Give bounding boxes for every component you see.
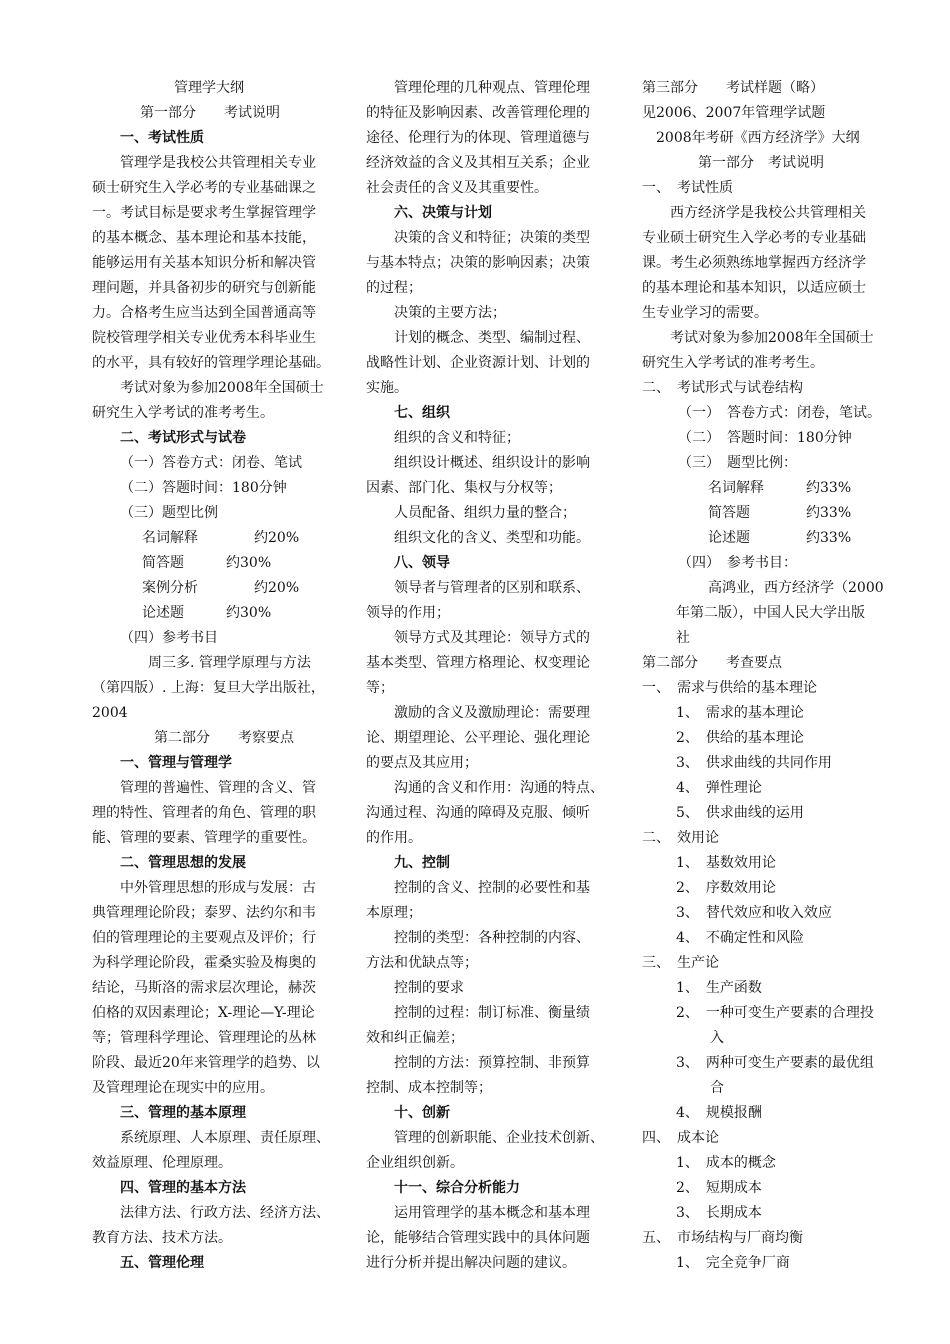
text-line: 方法和优缺点等；: [366, 955, 478, 971]
text-line: 课。考生必须熟练地掌握西方经济学: [642, 255, 866, 271]
text-line: 三、 生产论: [642, 955, 719, 971]
text-line: 运用管理学的基本概念和基本理: [394, 1205, 590, 1221]
section-heading: 十一、综合分析能力: [394, 1180, 520, 1196]
text-line: 阶段、最近20年来管理学的趋势、以: [92, 1055, 320, 1071]
section-heading: 七、组织: [394, 405, 450, 421]
text-line: 四、 成本论: [642, 1130, 719, 1146]
text-line: 管理学大纲: [174, 80, 244, 96]
text-line: 组织的含义和特征；: [394, 430, 520, 446]
text-line: 社: [676, 630, 690, 646]
text-line: 论、期望理论、公平理论、强化理论: [366, 730, 590, 746]
text-line: 组织文化的含义、类型和功能。: [394, 530, 590, 546]
text-line: 等；管理科学理论、管理理论的丛林: [92, 1030, 316, 1046]
text-line: 的水平，具有较好的管理学理论基础。: [92, 355, 330, 371]
text-line: 的要点及其应用；: [366, 755, 478, 771]
text-line: 研究生入学考试的准考考生。: [642, 355, 824, 371]
text-line: 教育方法、技术方法。: [92, 1230, 232, 1246]
text-line: 能够运用有关基本知识分析和解决管: [92, 255, 316, 271]
text-line: （一）答卷方式：闭卷、笔试: [120, 455, 302, 471]
text-line: 4、 弹性理论: [676, 780, 762, 796]
text-line: 论，能够结合管理实践中的具体问题: [366, 1230, 590, 1246]
text-line: （二）答题时间：180分钟: [120, 480, 287, 496]
text-line: 法律方法、行政方法、经济方法、: [120, 1205, 330, 1221]
section-heading: 二、管理思想的发展: [120, 855, 246, 871]
text-line: 沟通过程、沟通的障碍及克服、倾听: [366, 805, 590, 821]
column-middle: [366, 76, 614, 1276]
text-line: 2008年考研《西方经济学》大纲: [656, 130, 860, 146]
text-line: 的基本理论和基本知识，以适应硕士: [642, 280, 866, 296]
text-line: 控制的要求: [394, 980, 464, 996]
text-line: 理问题，并具备初步的研究与创新能: [92, 280, 316, 296]
text-line: （四）参考书目: [120, 630, 218, 646]
text-line: 第一部分 考试说明: [140, 105, 280, 121]
text-line: 第二部分 考察要点: [154, 730, 294, 746]
text-line: 管理学是我校公共管理相关专业: [120, 155, 316, 171]
text-line: （三）题型比例: [120, 505, 218, 521]
text-line: 本原理；: [366, 905, 422, 921]
text-line: 控制的类型：各种控制的内容、: [394, 930, 590, 946]
text-line: 3、 供求曲线的共同作用: [676, 755, 832, 771]
text-line: 3、 两种可变生产要素的最优组: [676, 1055, 874, 1071]
text-line: 五、 市场结构与厂商均衡: [642, 1230, 803, 1246]
text-line: （三） 题型比例：: [678, 455, 797, 471]
text-line: 及管理理论在现实中的应用。: [92, 1080, 274, 1096]
text-line: 5、 供求曲线的运用: [676, 805, 804, 821]
text-line: （一） 答卷方式：闭卷，笔试。: [678, 405, 881, 421]
text-line: 第三部分 考试样题（略）: [642, 80, 824, 96]
section-heading: 九、控制: [394, 855, 450, 871]
text-line: 管理伦理的几种观点、管理伦理: [394, 80, 590, 96]
text-line: 周三多. 管理学原理与方法: [148, 655, 311, 671]
text-line: 领导的作用；: [366, 605, 450, 621]
text-line: 见2006、2007年管理学试题: [642, 105, 826, 121]
text-line: 一。考试目标是要求考生掌握管理学: [92, 205, 316, 221]
text-line: 2、 供给的基本理论: [676, 730, 804, 746]
text-line: 4、 不确定性和风险: [676, 930, 804, 946]
text-line: 2、 一种可变生产要素的合理投: [676, 1005, 874, 1021]
text-line: 3、 长期成本: [676, 1205, 762, 1221]
text-line: 第二部分 考查要点: [642, 655, 782, 671]
text-line: 沟通的含义和作用：沟通的特点、: [394, 780, 604, 796]
text-line: 4、 规模报酬: [676, 1105, 762, 1121]
text-line: 名词解释 约33%: [708, 480, 852, 496]
text-line: 理的特性、管理者的角色、管理的职: [92, 805, 316, 821]
text-line: 社会责任的含义及其重要性。: [366, 180, 548, 196]
text-line: 的过程；: [366, 280, 422, 296]
text-line: 典管理理论阶段；泰罗、法约尔和韦: [92, 905, 316, 921]
text-line: （四） 参考书目：: [678, 555, 797, 571]
text-line: 2、 短期成本: [676, 1180, 762, 1196]
text-line: 领导者与管理者的区别和联系、: [394, 580, 590, 596]
text-line: 领导方式及其理论：领导方式的: [394, 630, 590, 646]
text-line: 控制的方法：预算控制、非预算: [394, 1055, 590, 1071]
text-line: 管理的普遍性、管理的含义、管: [120, 780, 316, 796]
section-heading: 一、管理与管理学: [120, 755, 232, 771]
section-heading: 四、管理的基本方法: [120, 1180, 246, 1196]
text-line: 基本类型、管理方格理论、权变理论: [366, 655, 590, 671]
text-line: 简答题 约33%: [708, 505, 852, 521]
text-line: 力。合格考生应当达到全国普通高等: [92, 305, 316, 321]
text-line: 2004: [92, 705, 128, 721]
text-line: 二、 考试形式与试卷结构: [642, 380, 803, 396]
text-line: 激励的含义及激励理论：需要理: [394, 705, 590, 721]
text-line: 专业硕士研究生入学必考的专业基础: [642, 230, 866, 246]
section-heading: 六、决策与计划: [394, 205, 492, 221]
text-line: 1、 生产函数: [676, 980, 762, 996]
text-line: 结论，马斯洛的需求层次理论，赫茨: [92, 980, 316, 996]
text-line: 1、 成本的概念: [676, 1155, 776, 1171]
text-line: 西方经济学是我校公共管理相关: [670, 205, 866, 221]
text-line: 实施。: [366, 380, 408, 396]
text-line: 控制的含义、控制的必要性和基: [394, 880, 590, 896]
text-line: 名词解释 约20%: [142, 530, 300, 546]
text-line: 决策的主要方法；: [394, 305, 506, 321]
text-line: 一、 需求与供给的基本理论: [642, 680, 817, 696]
text-line: 计划的概念、类型、编制过程、: [394, 330, 590, 346]
text-line: 考试对象为参加2008年全国硕士: [120, 380, 324, 396]
text-line: 的作用。: [366, 830, 422, 846]
text-line: 组织设计概述、组织设计的影响: [394, 455, 590, 471]
text-line: （二） 答题时间：180分钟: [678, 430, 852, 446]
text-line: 为科学理论阶段，霍桑实验及梅奥的: [92, 955, 316, 971]
section-heading: 五、管理伦理: [120, 1255, 204, 1271]
text-line: 能、管理的要素、管理学的重要性。: [92, 830, 316, 846]
text-line: 论述题 约30%: [142, 605, 272, 621]
text-line: 生专业学习的需要。: [642, 305, 768, 321]
text-line: 效和纠正偏差；: [366, 1030, 464, 1046]
text-line: 硕士研究生入学必考的专业基础课之: [92, 180, 316, 196]
text-line: 控制的过程：制订标准、衡量绩: [394, 1005, 590, 1021]
section-heading: 三、管理的基本原理: [120, 1105, 246, 1121]
text-line: 的基本概念、基本理论和基本技能，: [92, 230, 316, 246]
text-line: 进行分析并提出解决问题的建议。: [366, 1255, 576, 1271]
text-line: 1、 完全竞争厂商: [676, 1255, 790, 1271]
text-line: 企业组织创新。: [366, 1155, 464, 1171]
text-line: 1、 需求的基本理论: [676, 705, 804, 721]
section-heading: 八、领导: [394, 555, 450, 571]
text-line: 院校管理学相关专业优秀本科毕业生: [92, 330, 316, 346]
text-line: 合: [710, 1080, 724, 1096]
text-line: 经济效益的含义及其相互关系；企业: [366, 155, 590, 171]
text-line: 简答题 约30%: [142, 555, 272, 571]
text-line: 与基本特点；决策的影响因素；决策: [366, 255, 590, 271]
text-line: 战略性计划、企业资源计划、计划的: [366, 355, 590, 371]
text-line: 中外管理思想的形成与发展：古: [120, 880, 316, 896]
text-line: 入: [710, 1030, 724, 1046]
section-heading: 十、创新: [394, 1105, 450, 1121]
text-line: 管理的创新职能、企业技术创新、: [394, 1130, 604, 1146]
text-line: 伯格的双因素理论；X-理论—Y-理论: [92, 1005, 315, 1021]
text-line: 考试对象为参加2008年全国硕士: [670, 330, 874, 346]
text-line: （第四版）. 上海：复旦大学出版社，: [92, 680, 325, 696]
text-line: 因素、部门化、集权与分权等；: [366, 480, 562, 496]
text-line: 效益原理、伦理原理。: [92, 1155, 232, 1171]
text-line: 年第二版），中国人民大学出版: [676, 605, 865, 621]
text-line: 途径、伦理行为的体现、管理道德与: [366, 130, 590, 146]
text-line: 3、 替代效应和收入效应: [676, 905, 832, 921]
text-line: 控制、成本控制等；: [366, 1080, 492, 1096]
text-line: 系统原理、人本原理、责任原理、: [120, 1130, 330, 1146]
section-heading: 二、考试形式与试卷: [120, 430, 246, 446]
text-line: 第一部分 考试说明: [698, 155, 824, 171]
column-left: [92, 76, 342, 1276]
text-line: 二、 效用论: [642, 830, 719, 846]
text-line: 等；: [366, 680, 394, 696]
text-line: 2、 序数效用论: [676, 880, 776, 896]
text-line: 的特征及影响因素、改善管理伦理的: [366, 105, 590, 121]
text-line: 人员配备、组织力量的整合；: [394, 505, 576, 521]
text-line: 1、 基数效用论: [676, 855, 776, 871]
text-line: 案例分析 约20%: [142, 580, 300, 596]
section-heading: 一、考试性质: [120, 130, 204, 146]
text-line: 伯的管理理论的主要观点及评价；行: [92, 930, 316, 946]
column-right: [642, 76, 894, 1276]
text-line: 研究生入学考试的准考考生。: [92, 405, 274, 421]
text-line: 决策的含义和特征；决策的类型: [394, 230, 590, 246]
text-line: 一、 考试性质: [642, 180, 733, 196]
text-line: 论述题 约33%: [708, 530, 852, 546]
text-line: 高鸿业，西方经济学（2000: [708, 580, 884, 596]
